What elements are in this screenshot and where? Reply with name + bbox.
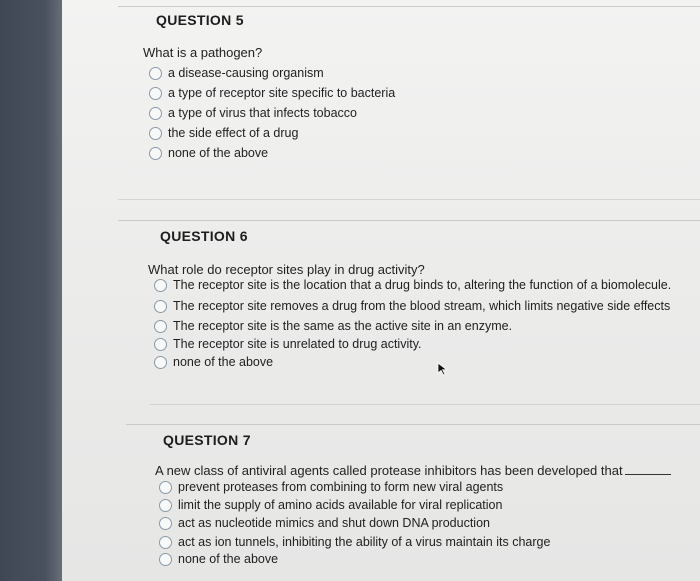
answer-option[interactable] [154,355,273,369]
radio-button[interactable] [159,517,172,530]
option-label: a type of virus that infects tobacco [168,106,357,120]
radio-button[interactable] [149,67,162,80]
radio-button[interactable] [149,147,162,160]
radio-button[interactable] [159,481,172,494]
answer-option[interactable] [159,480,503,494]
question-text: What role do receptor sites play in drug activity? [148,262,425,277]
question-title: QUESTION 7 [163,432,251,448]
answer-blank [625,474,671,475]
option-label: act as nucleotide mimics and shut down DNA production [178,516,490,530]
answer-option[interactable] [154,299,670,313]
answer-option[interactable] [149,106,357,120]
separator [150,404,700,405]
option-label: The receptor site is the same as the active site in an enzyme. [173,319,513,333]
option-label: none of the above [178,552,279,566]
radio-button[interactable] [159,536,172,549]
option-label: none of the above [168,146,269,160]
answer-option[interactable] [159,535,550,549]
option-label: limit the supply of amino acids available for viral replication [178,498,503,512]
answer-option[interactable] [149,146,268,160]
option-label: none of the above [173,355,274,369]
radio-button[interactable] [149,107,162,120]
answer-option[interactable] [154,319,512,333]
option-label: The receptor site is the location that a drug binds to, altering the function of a biomolecule. [173,278,672,292]
answer-option[interactable] [149,66,324,80]
radio-button[interactable] [154,356,167,369]
option-label: the side effect of a drug [168,126,299,140]
answer-option[interactable] [149,86,395,100]
question-title: QUESTION 5 [156,12,244,28]
answer-option[interactable] [159,552,278,566]
radio-button[interactable] [159,553,172,566]
radio-button[interactable] [154,300,167,313]
option-label: act as ion tunnels, inhibiting the ability of a virus maintain its charge [178,535,551,549]
option-label: a disease-causing organism [168,66,324,80]
separator [118,220,700,221]
question-title: QUESTION 6 [160,228,248,244]
radio-button[interactable] [149,87,162,100]
separator [118,199,700,200]
radio-button[interactable] [154,338,167,351]
radio-button[interactable] [154,320,167,333]
answer-option[interactable] [149,126,298,140]
question-text: What is a pathogen? [143,45,263,60]
question-text-body: A new class of antiviral agents called protease inhibitors has been developed that [155,463,623,478]
question-text [155,463,671,478]
separator [118,6,700,7]
answer-option[interactable] [159,516,490,530]
radio-button[interactable] [154,279,167,292]
radio-button[interactable] [149,127,162,140]
option-label: prevent proteases from combining to form new viral agents [178,480,504,494]
answer-option[interactable] [159,498,502,512]
mouse-cursor-icon [437,362,449,376]
option-label: The receptor site is unrelated to drug activity. [173,337,422,351]
answer-option[interactable] [154,278,671,292]
answer-option[interactable] [154,337,422,351]
option-label: a type of receptor site specific to bacteria [168,86,396,100]
option-label: The receptor site removes a drug from the blood stream, which limits negative side effects [173,299,671,313]
separator [126,424,700,425]
radio-button[interactable] [159,499,172,512]
left-margin-edge [0,0,64,581]
